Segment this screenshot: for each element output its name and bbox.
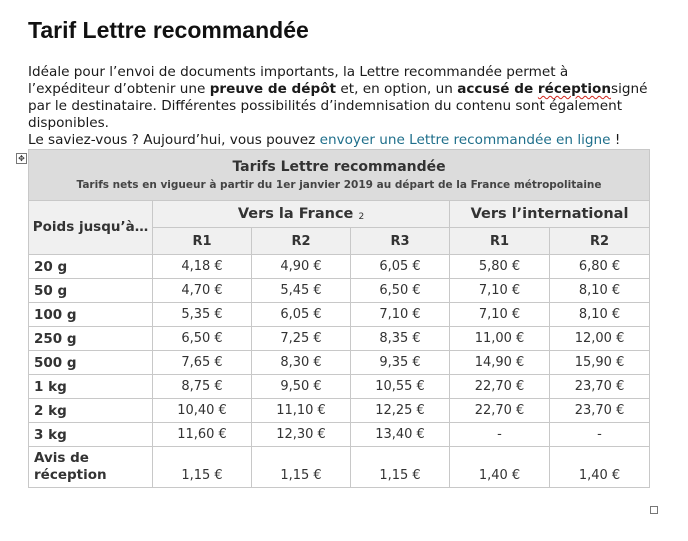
poids-header: Poids jusqu’à… [29, 201, 153, 255]
table-cell: 8,75 € [153, 375, 252, 399]
page-title: Tarif Lettre recommandée [28, 17, 309, 43]
intro-tip-text: Le saviez-vous ? Aujourd’hui, vous pouvez [28, 132, 320, 148]
resize-square-icon[interactable] [650, 506, 658, 514]
table-cell: 1,15 € [351, 447, 450, 488]
intro-paragraph [28, 64, 650, 132]
table-row [29, 399, 650, 423]
intro-text-part: signé par le destinataire. Différentes possibilités d’indemnisation du contenu sont également disponibles. [28, 81, 648, 131]
table-cell: 5,45 € [252, 279, 351, 303]
table-cell: 12,00 € [550, 327, 650, 351]
table-cell: 11,00 € [450, 327, 550, 351]
intro-text-part: Idéale pour l’envoi de documents importants, la Lettre recommandée permet à l’expéditeur d’obtenir une [28, 64, 569, 97]
table-cell: 8,35 € [351, 327, 450, 351]
table-cell: 9,50 € [252, 375, 351, 399]
column-header: R2 [252, 228, 351, 255]
group-france-label: Vers la France [237, 206, 354, 222]
table-cell: 8,30 € [252, 351, 351, 375]
intro-tip-end: ! [610, 132, 621, 148]
table-cell: 4,18 € [153, 255, 252, 279]
table-row-avis [29, 447, 650, 488]
table-cell: 1,15 € [153, 447, 252, 488]
table-cell: 7,10 € [450, 279, 550, 303]
table-cell: 11,10 € [252, 399, 351, 423]
move-cross-icon[interactable]: ✥ [16, 153, 27, 164]
table-cell: - [550, 423, 650, 447]
table-body [29, 255, 650, 447]
table-cell: 8,10 € [550, 303, 650, 327]
table-row [29, 423, 650, 447]
intro-text-part: et, en option, un [336, 81, 458, 97]
intro-bold-preuve: preuve de dépôt [209, 81, 337, 97]
table-cell: 5,80 € [450, 255, 550, 279]
column-header: R1 [450, 228, 550, 255]
table-cell: 23,70 € [550, 399, 650, 423]
table-caption [29, 150, 650, 201]
group-header-france [153, 201, 450, 228]
table-cell: 6,50 € [153, 327, 252, 351]
table-cell: 23,70 € [550, 375, 650, 399]
intro-bold-accuse: accusé de [457, 81, 538, 97]
table-cell: 12,25 € [351, 399, 450, 423]
table-caption-title: Tarifs Lettre recommandée [232, 159, 446, 175]
table-cell: - [450, 423, 550, 447]
table-cell: 13,40 € [351, 423, 450, 447]
table-cell: 7,10 € [351, 303, 450, 327]
table-row [29, 303, 650, 327]
avis-label: Avis de réception [29, 447, 153, 488]
row-label: 250 g [29, 327, 153, 351]
table-caption-row [29, 150, 650, 201]
tarifs-table [28, 149, 650, 488]
table-cell: 15,90 € [550, 351, 650, 375]
document-body [18, 16, 650, 488]
table-row [29, 327, 650, 351]
row-label: 50 g [29, 279, 153, 303]
table-cell: 12,30 € [252, 423, 351, 447]
table-cell: 6,05 € [252, 303, 351, 327]
table-row [29, 255, 650, 279]
column-header: R1 [153, 228, 252, 255]
table-row [29, 351, 650, 375]
row-label: 500 g [29, 351, 153, 375]
row-label: 3 kg [29, 423, 153, 447]
table-cell: 10,40 € [153, 399, 252, 423]
table-cell: 22,70 € [450, 399, 550, 423]
online-letter-link[interactable]: envoyer une Lettre recommandée en ligne [319, 132, 611, 148]
table-cell: 11,60 € [153, 423, 252, 447]
row-label: 2 kg [29, 399, 153, 423]
table-cell: 14,90 € [450, 351, 550, 375]
row-label: 100 g [29, 303, 153, 327]
table-row [29, 375, 650, 399]
table-cell: 1,40 € [550, 447, 650, 488]
table-cell: 9,35 € [351, 351, 450, 375]
table-caption-subtitle: Tarifs nets en vigueur à partir du 1er janvier 2019 au départ de la France métropolitaine [76, 179, 602, 191]
table-cell: 6,80 € [550, 255, 650, 279]
column-header: R3 [351, 228, 450, 255]
table-cell: 1,15 € [252, 447, 351, 488]
row-label: 1 kg [29, 375, 153, 399]
table-cell: 1,40 € [450, 447, 550, 488]
intro-tip-paragraph [28, 132, 650, 149]
table-cell: 7,10 € [450, 303, 550, 327]
group-header-international: Vers l’international [450, 201, 650, 228]
column-header: R2 [550, 228, 650, 255]
table-cell: 4,70 € [153, 279, 252, 303]
table-cell: 6,05 € [351, 255, 450, 279]
table-cell: 6,50 € [351, 279, 450, 303]
table-cell: 7,65 € [153, 351, 252, 375]
table-cell: 8,10 € [550, 279, 650, 303]
table-cell: 4,90 € [252, 255, 351, 279]
table-cell: 22,70 € [450, 375, 550, 399]
table-row [29, 279, 650, 303]
table-cell: 7,25 € [252, 327, 351, 351]
row-label: 20 g [29, 255, 153, 279]
table-group-row [29, 201, 650, 228]
intro-bold-reception-spellcheck[interactable]: réception [537, 81, 612, 97]
table-cell: 10,55 € [351, 375, 450, 399]
intro-text [28, 64, 650, 149]
table-cell: 5,35 € [153, 303, 252, 327]
group-france-footnote: 2 [358, 212, 365, 222]
